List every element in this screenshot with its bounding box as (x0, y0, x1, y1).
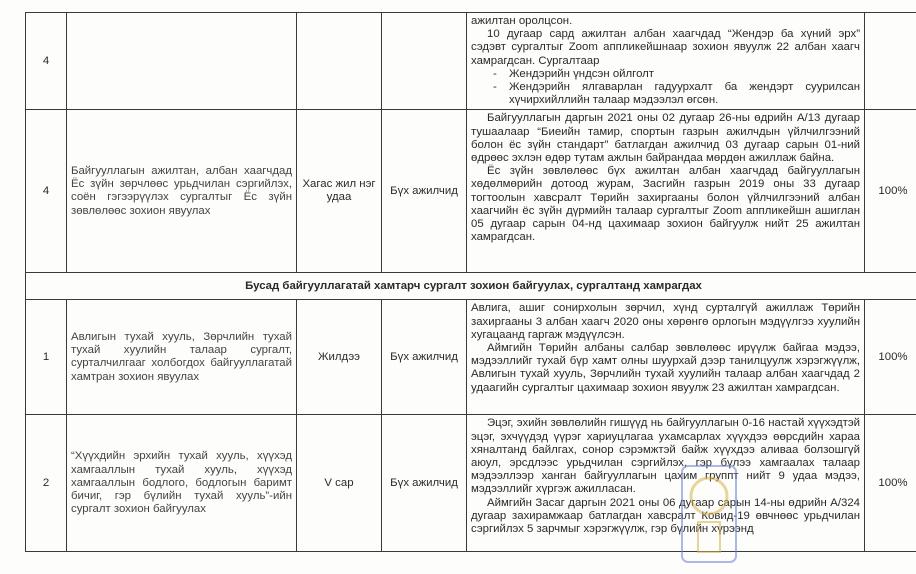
responsible-cell: Бүх ажилчид (382, 110, 467, 273)
list-item: - Жендэрийн үндсэн ойлголт (493, 68, 860, 81)
plan-table (25, 12, 916, 552)
official-stamp (676, 462, 742, 566)
table-row (26, 415, 916, 552)
responsible-cell: Бүх ажилчид (382, 415, 467, 552)
responsible-cell (382, 13, 467, 110)
table-row (26, 13, 916, 110)
task-cell: Авлигын тухай хууль, Зөрчлийн тухай тухай хуулийн талаар сургалт, сурталчилгааг холбогдох байгууллагатай хамтран зохион явуулах (67, 300, 297, 415)
execution-paragraph: 10 дугаар сард ажилтан албан хаагчдад “Жендэр ба хүний эрх” сэдэвт сургалтыг Zoom аппликейшнаар зохион явуулж 22 албан хаагч хамрагдсан. Сургалтаар (471, 28, 860, 67)
percent-cell: 100% (865, 300, 916, 415)
task-cell (67, 13, 297, 110)
percent-cell: 100% (865, 110, 916, 273)
execution-paragraph: ажилтан оролцсон. (471, 15, 573, 27)
row-number: 2 (26, 415, 67, 552)
percent-cell: 100% (865, 415, 916, 552)
execution-cell (467, 13, 865, 110)
task-cell: Байгууллагын ажилтан, албан хаагчдад Ёс зүйн зөрчлөөс урьдчилан сэргийлэх, соён гэгээрүүлэх сургалтыг Ёс зүйн зөвлөлөөс зохион явуулах (67, 110, 297, 273)
responsible-cell: Бүх ажилчид (382, 300, 467, 415)
time-cell: V сар (297, 415, 382, 552)
row-number: 1 (26, 300, 67, 415)
row-number: 4 (26, 13, 67, 110)
execution-paragraph: Авлига, ашиг сонирхолын зөрчил, хүнд сурталгүй ажиллаж Төрийн захиргааны 3 албан хаагч 2020 оны хөрөнгө орлогын мэдүүлгээ хуулийн хугацаанд гаргаж мэдүүлсэн. (471, 302, 860, 341)
list-item: - Жендэрийн ялгаварлан гадуурхалт ба жендэрт суурилсан хүчирхийллийн талаар мэдээлэл өгсөн. (493, 81, 860, 107)
execution-paragraph: Аймгийн Төрийн албаны салбар зөвлөлөөс ирүүлж байгаа мэдээ, мэдээллийг тухай бүр хамт олны шуурхай дээр танилцуулж хэрэгжүүлж, Авлигын тухай хууль, Зөрчлийн тухай хуулийн талаар албан хаагчдад 2 удаагийн сургалтыг цахимаар зохион явуулж 23 ажилтан хамрагдсан. (471, 342, 860, 394)
execution-cell (467, 300, 865, 415)
table-row (26, 300, 916, 415)
task-cell: “Хүүхдийн эрхийн тухай хууль, хүүхэд хамгааллын тухай хууль, хүүхэд хамгааллын бодлого, бодлогын баримт бичиг, гэр бүлийн тухай хууль”-ийн сургалт зохион байгуулах (67, 415, 297, 552)
section-header-row (26, 273, 916, 300)
time-cell: Хагас жил нэг удаа (297, 110, 382, 273)
row-number: 4 (26, 110, 67, 273)
execution-paragraph: Аймгийн Засаг даргын 2021 оны 06 дугаар сарын 14-ны өдрийн А/324 дугаар захирамжаар батлагдан хавсралт Ковид-19 өвчнөөс урьдчилан сэргийлэх 5 зарчмыг хэрэгжүүлж, гэр бүлийн хүрээнд (471, 496, 860, 536)
bullet-list (471, 68, 860, 108)
time-cell (297, 13, 382, 110)
section-title: Бусад байгууллагатай хамтарч сургалт зохион байгуулах, сургалтанд хамрагдах (26, 273, 916, 300)
execution-cell (467, 415, 865, 552)
percent-cell (865, 13, 916, 110)
time-cell: Жилдээ (297, 300, 382, 415)
execution-paragraph: Байгууллагын даргын 2021 оны 02 дугаар 26-ны өдрийн А/13 дугаар тушаалаар “Биеийн тамир, спортын газрын ажилчдын үйлчилгээний болон ёс зүйн стандарт” батлагдан ажилчид 03 дугаар сарын 01-ний өдрөөс эхлэн өдөр тутам ажлын байрандаа мөрдөн ажиллаж байна. (471, 112, 860, 165)
execution-cell (467, 110, 865, 273)
execution-paragraph: Эцэг, эхийн зөвлөлийн гишүүд нь байгууллагын 0-16 настай хүүхэдтэй эцэг, эхчүүдэд үүрэг хариуцлагаа ухамсарлах хүүхдээ өөрсдийн хараа хяналтанд байлгах, сонор сэрэмжтэй байж хүүхдээ аливаа болзошгүй аюул, эрсдлээс урьдчилан сэргийлэх, гэр бүлээ хамгаалах талаар мэдээллээр ханган байгууллагын цахим группт нийт 9 удаа мэдээ, мэдээллийг хүргэж ажилласан. (471, 417, 860, 496)
table-row (26, 110, 916, 273)
execution-paragraph: Ёс зүйн зөвлөлөөс бүх ажилтан албан хаагчдад байгууллагын хөдөлмөрийн дотоод журам, Засгийн газрын 2019 оны 33 дугаар тогтоолын хавсралт Төрийн захиргааны болон үйлчилгээний албан хаагчийн ёс зүйн дүрмийн талаар сургалтыг Zoom аппликейшн ашиглан 05 дугаар сарын 04-нд цахимаар зохион байгуулж нийт 25 ажилтан хамрагдсан. (471, 165, 860, 244)
